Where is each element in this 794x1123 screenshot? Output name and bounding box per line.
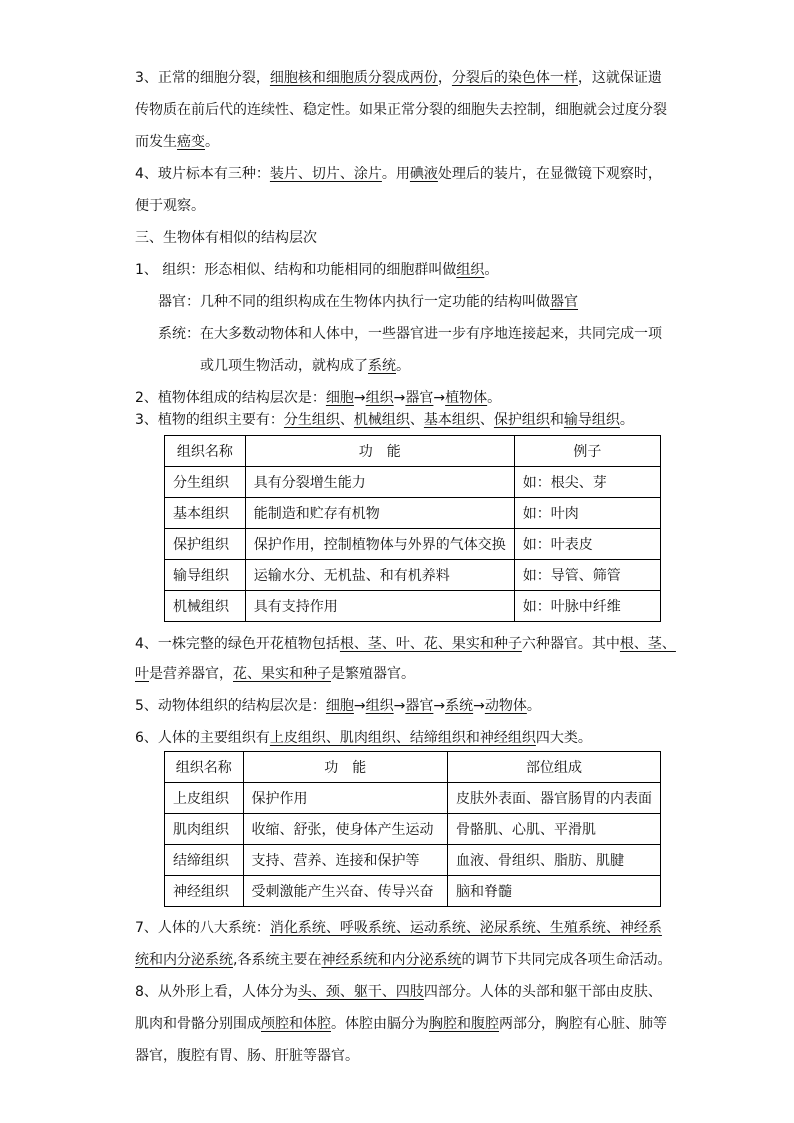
text-span: 2、植物体组成的结构层次是：: [135, 390, 326, 406]
text-span: 。: [396, 358, 410, 374]
underlined-term: 分生组织: [283, 412, 340, 428]
table-row: [165, 529, 661, 560]
text-span: ，这就保证遗: [577, 70, 662, 86]
text-span: 传物质在前后代的连续性、稳定性。如果正常分裂的细胞失去控制，细胞就会过度分裂: [135, 102, 667, 118]
item-3-line-2: [135, 100, 667, 122]
text-span: 。: [484, 262, 499, 278]
table-row: [165, 814, 661, 845]
underlined-term: 根、茎、叶、花、果实和种子: [339, 636, 522, 652]
table-cell: 皮肤外表面、器官肠胃的内表面: [448, 783, 661, 814]
s3-item-8-line-3: [135, 1046, 359, 1068]
s3-item-5: [135, 696, 541, 718]
text-span: 三、生物体有相似的结构层次: [135, 230, 317, 246]
table-row: [165, 560, 661, 591]
text-span: 器官：几种不同的组织构成在生物体内执行一定功能的结构叫做: [158, 294, 550, 310]
s3-item-4-line-2: [135, 664, 415, 686]
underlined-term: 装片、切片、涂片: [269, 166, 382, 182]
text-span: ，: [437, 70, 452, 86]
item-4-line-1: [135, 164, 662, 186]
table-row: [165, 876, 661, 907]
text-span: 3、植物的组织主要有：: [135, 412, 284, 428]
table-row: [165, 591, 661, 622]
table-cell: 脑和脊髓: [448, 876, 661, 907]
item-4-line-2: [135, 196, 205, 218]
text-span: →: [433, 698, 446, 714]
underlined-term: 上皮组织、肌肉组织、结缔组织和神经组织: [269, 730, 536, 746]
text-span: 六种器官。其中: [521, 636, 620, 652]
underlined-term: 叶: [135, 666, 149, 682]
table-row: [165, 467, 661, 498]
underlined-term: 基本组织: [423, 412, 480, 428]
table-header-cell: 功 能: [243, 752, 448, 783]
text-span: 而发生: [135, 134, 177, 150]
table-cell: 具有分裂增生能力: [245, 467, 514, 498]
underlined-term: 根、茎、: [619, 636, 676, 652]
table-cell: 血液、骨组织、脂肪、肌腱: [448, 845, 661, 876]
underlined-term: 头、颈、躯干、四肢: [297, 984, 424, 1000]
text-span: 处理后的装片，在显微镜下观察时，: [437, 166, 662, 182]
text-span: 。用: [381, 166, 410, 182]
text-span: →: [353, 698, 366, 714]
s3-item-8-line-2: [135, 1014, 667, 1036]
text-span: 3、正常的细胞分裂，: [135, 70, 270, 86]
underlined-term: 植物体: [445, 390, 488, 406]
table-cell: 上皮组织: [165, 783, 244, 814]
plant-tissue-table: [164, 435, 661, 622]
underlined-term: 统和内分泌系统: [135, 952, 233, 968]
table-row: [165, 783, 661, 814]
text-span: 6、人体的主要组织有: [135, 730, 270, 746]
text-span: 器官，腹腔有胃、肠、肝脏等器官。: [135, 1048, 359, 1064]
text-span: 。: [487, 390, 502, 406]
table-cell: 受刺激能产生兴奋、传导兴奋: [243, 876, 448, 907]
underlined-term: 组织: [365, 390, 394, 406]
system-definition-2: [200, 356, 410, 378]
table-cell: 骨骼肌、心肌、平滑肌: [448, 814, 661, 845]
section-3-heading: [135, 228, 317, 250]
underlined-term: 胸腔和腹腔: [429, 1016, 499, 1032]
text-span: 是营养器官，: [149, 666, 233, 682]
text-span: 四部分。人体的头部和躯干部由皮肤、: [423, 984, 662, 1000]
table-header-cell: 部位组成: [448, 752, 661, 783]
s3-item-1: [135, 260, 498, 282]
underlined-term: 器官: [405, 698, 434, 714]
table-cell: 能制造和贮存有机物: [245, 498, 514, 529]
text-span: 。: [205, 134, 219, 150]
item-3-line-3: [135, 132, 219, 154]
underlined-term: 动物体: [484, 698, 527, 714]
underlined-term: 组织: [365, 698, 394, 714]
s3-item-7-line-2: [135, 950, 671, 972]
text-span: →: [353, 390, 366, 406]
underlined-term: 细胞: [325, 698, 354, 714]
table-cell: 神经组织: [165, 876, 244, 907]
text-span: 。: [619, 412, 634, 428]
underlined-term: 消化系统、呼吸系统、运动系统、泌尿系统、生殖系统、神经系: [269, 920, 662, 936]
table-cell: 如：导管、筛管: [514, 560, 660, 591]
table-cell: 收缩、舒张，使身体产生运动: [243, 814, 448, 845]
text-span: 7、人体的八大系统：: [135, 920, 270, 936]
text-span: 和: [549, 412, 564, 428]
text-span: 4、一株完整的绿色开花植物包括: [135, 636, 340, 652]
text-span: →: [433, 390, 446, 406]
s3-item-3: [135, 410, 634, 432]
text-span: →: [473, 698, 485, 714]
text-span: 是繁殖器官。: [331, 666, 415, 682]
underlined-term: 器官: [405, 390, 434, 406]
item-3-line-1: [135, 68, 662, 90]
table-cell: 结缔组织: [165, 845, 244, 876]
text-span: 4、玻片标本有三种：: [135, 166, 270, 182]
organ-definition: [158, 292, 578, 314]
underlined-term: 细胞: [325, 390, 354, 406]
text-span: 、: [339, 412, 354, 428]
s3-item-8-line-1: [135, 982, 662, 1004]
text-span: 、: [479, 412, 494, 428]
underlined-term: 系统: [445, 698, 474, 714]
text-span: 四大类。: [535, 730, 592, 746]
underlined-term: 细胞核和细胞质分裂成两份: [269, 70, 438, 86]
table-header-cell: 例子: [514, 436, 660, 467]
underlined-term: 器官: [550, 294, 578, 310]
table-cell: 如：叶表皮: [514, 529, 660, 560]
underlined-term: 输导组织: [563, 412, 620, 428]
table-cell: 输导组织: [165, 560, 246, 591]
text-span: 或几项生物活动，就构成了: [200, 358, 368, 374]
table-header-cell: 组织名称: [165, 436, 246, 467]
human-tissue-table: [164, 751, 661, 907]
text-span: 。体腔由膈分为: [331, 1016, 429, 1032]
underlined-term: 癌变: [177, 134, 205, 150]
text-span: →: [393, 698, 406, 714]
table-cell: 支持、营养、连接和保护等: [243, 845, 448, 876]
table-cell: 机械组织: [165, 591, 246, 622]
s3-item-7-line-1: [135, 918, 662, 940]
underlined-term: 花、果实和种子: [233, 666, 331, 682]
table-cell: 保护作用: [243, 783, 448, 814]
text-span: 的调节下共同完成各项生命活动。: [461, 952, 672, 968]
table-header-cell: 功 能: [245, 436, 514, 467]
underlined-term: 保护组织: [493, 412, 550, 428]
underlined-term: 碘液: [409, 166, 438, 182]
text-span: 两部分，胸腔有心脏、肺等: [499, 1016, 667, 1032]
table-header-row: [165, 752, 661, 783]
underlined-term: 机械组织: [353, 412, 410, 428]
table-cell: 保护组织: [165, 529, 246, 560]
system-definition-1: [158, 324, 662, 346]
underlined-term: 组织: [456, 262, 485, 278]
table-cell: 运输水分、无机盐、和有机养料: [245, 560, 514, 591]
s3-item-2: [135, 388, 501, 410]
underlined-term: 神经系统和内分泌系统: [321, 952, 462, 968]
text-span: 5、动物体组织的结构层次是：: [135, 698, 326, 714]
table-header-cell: 组织名称: [165, 752, 244, 783]
table-cell: 肌肉组织: [165, 814, 244, 845]
table-cell: 如：叶肉: [514, 498, 660, 529]
text-span: 8、从外形上看，人体分为: [135, 984, 298, 1000]
table-cell: 如：根尖、芽: [514, 467, 660, 498]
table-row: [165, 845, 661, 876]
table-cell: 保护作用，控制植物体与外界的气体交换: [245, 529, 514, 560]
table-row: [165, 498, 661, 529]
underlined-term: 分裂后的染色体一样: [451, 70, 578, 86]
text-span: →: [393, 390, 406, 406]
underlined-term: 系统: [368, 358, 396, 374]
text-span: 便于观察。: [135, 198, 205, 214]
text-span: 1、 组织：形态相似、结构和功能相同的细胞群叫做: [135, 262, 457, 278]
text-span: 肌肉和骨骼分别围成: [135, 1016, 261, 1032]
table-cell: 基本组织: [165, 498, 246, 529]
table-cell: 如：叶脉中纤维: [514, 591, 660, 622]
table-header-row: [165, 436, 661, 467]
text-span: 。: [526, 698, 541, 714]
table-cell: 分生组织: [165, 467, 246, 498]
s3-item-4-line-1: [135, 634, 676, 656]
text-span: 系统：在大多数动物体和人体中，一些器官进一步有序地连接起来，共同完成一项: [158, 326, 662, 342]
underlined-term: 颅腔和体腔: [261, 1016, 331, 1032]
s3-item-6: [135, 728, 592, 750]
text-span: ,各系统主要在: [233, 952, 322, 968]
text-span: 、: [409, 412, 424, 428]
table-cell: 具有支持作用: [245, 591, 514, 622]
